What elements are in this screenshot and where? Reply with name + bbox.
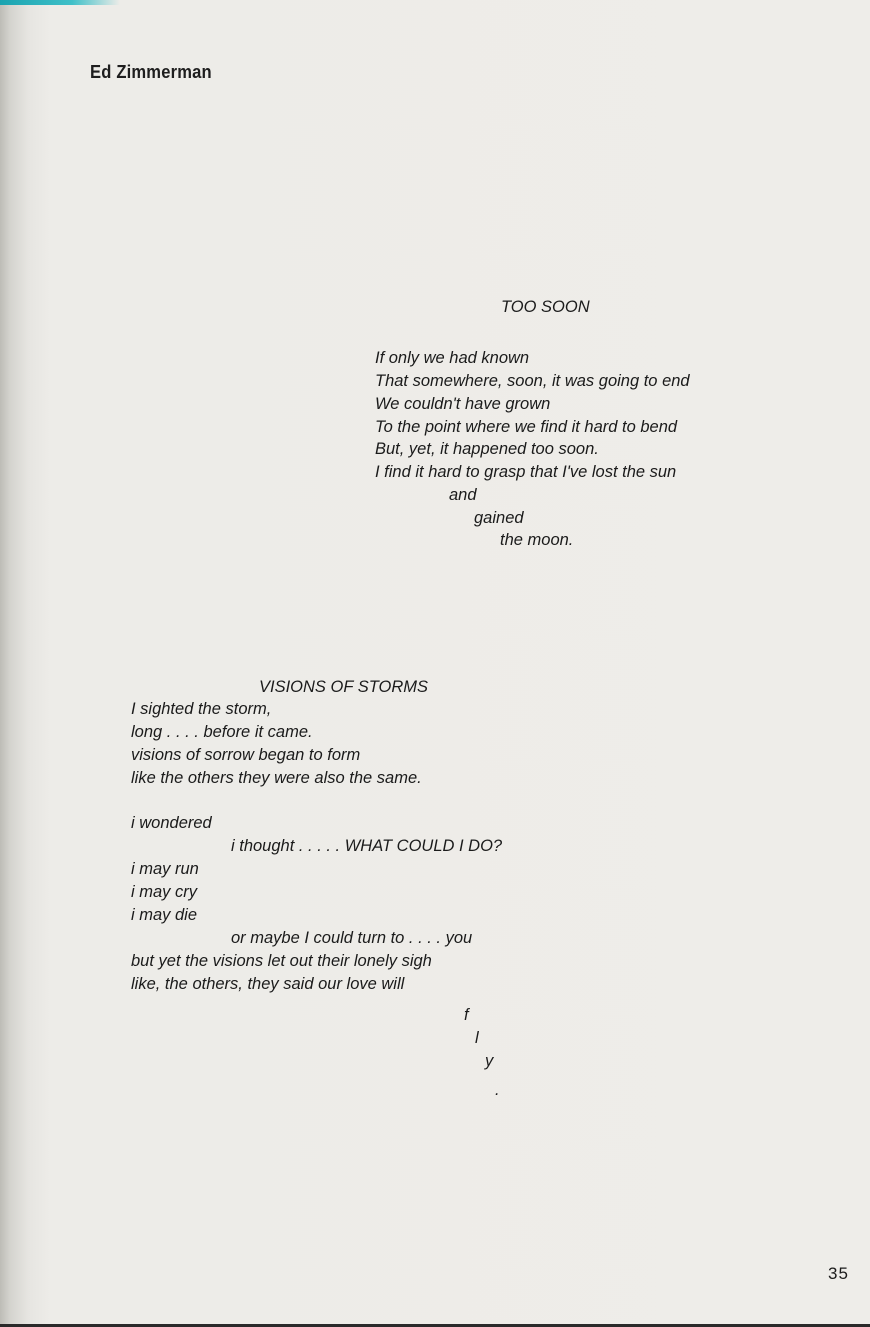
poem-line: If only we had known <box>375 349 530 367</box>
poem-line: the moon. <box>500 531 574 549</box>
poem-line: To the point where we find it hard to bend <box>375 418 678 436</box>
poem-line: but yet the visions let out their lonely sigh <box>131 952 432 970</box>
poem-line: I sighted the storm, <box>131 700 272 718</box>
poem-letter: l <box>475 1029 479 1047</box>
poem-line: i may die <box>131 906 198 924</box>
poem-line: i wondered <box>131 814 212 832</box>
poem-letter: f <box>464 1006 469 1024</box>
poem-line: like the others they were also the same. <box>131 769 422 787</box>
poem-line: gained <box>474 509 524 527</box>
poem-line: That somewhere, soon, it was going to end <box>375 372 690 390</box>
poem-line: i may run <box>131 860 199 878</box>
poem-line: i thought . . . . . WHAT COULD I DO? <box>231 837 503 855</box>
poem-letter: y <box>485 1052 494 1070</box>
poem-line: like, the others, they said our love will <box>131 975 405 993</box>
poem-line: and <box>449 486 477 504</box>
poem-line: i may cry <box>131 883 197 901</box>
cover-edge-strip <box>0 0 120 5</box>
poem-letter: . <box>495 1081 500 1099</box>
poem-line: visions of sorrow began to form <box>131 746 361 764</box>
poem-line: But, yet, it happened too soon. <box>375 440 599 458</box>
poem-title-too-soon: TOO SOON <box>501 298 590 316</box>
poem-title-visions-of-storms: VISIONS OF STORMS <box>259 678 429 696</box>
poem-line: I find it hard to grasp that I've lost the sun <box>375 463 677 481</box>
page-number: 35 <box>828 1264 849 1283</box>
poem-line: long . . . . before it came. <box>131 723 313 741</box>
author-name: Ed Zimmerman <box>90 62 212 82</box>
poem-line: or maybe I could turn to . . . . you <box>231 929 473 947</box>
poem-line: We couldn't have grown <box>375 395 551 413</box>
